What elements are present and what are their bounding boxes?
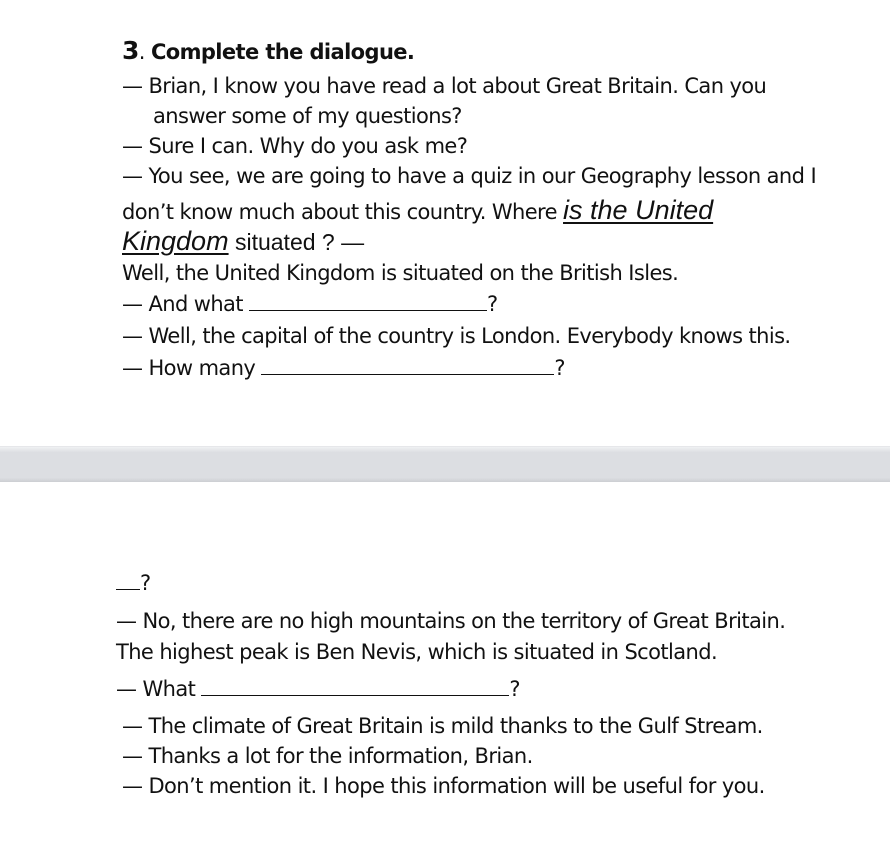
exercise-heading [122,38,414,65]
dialogue-line: — Well, the capital of the country is London. Everybody knows this. [122,324,791,348]
dialogue-line: — No, there are no high mountains on the territory of Great Britain. [116,609,786,633]
dialogue-text: — And what [122,292,243,316]
dialogue-line: — Brian, I know you have read a lot about Great Britain. Can you [122,74,767,98]
dialogue-line [116,676,520,702]
dialogue-text: — How many [122,356,256,380]
dialogue-line [122,228,364,256]
handwritten-answer: Kingdom [122,226,229,256]
dialogue-line: — The climate of Great Britain is mild thanks to the Gulf Stream. [122,714,763,738]
dialogue-line: Well, the United Kingdom is situated on the British Isles. [122,261,679,285]
answer-text: situated ? — [228,229,365,255]
dialogue-line [116,570,151,596]
answer-blank[interactable] [116,571,140,590]
exercise-number-dot: . [138,40,145,64]
dialogue-line: — Thanks a lot for the information, Brian. [122,744,533,768]
dialogue-line: — You see, we are going to have a quiz in our Geography lesson and I [122,164,817,188]
dialogue-text: don’t know much about this country. Where [122,200,557,224]
dialogue-text: — What [116,677,196,701]
dialogue-line: answer some of my questions? [153,104,462,128]
handwritten-answer: is the United [563,195,714,225]
exercise-number: 3 [122,36,139,65]
question-mark: ? [509,677,520,701]
dialogue-line: — Don’t mention it. I hope this information will be useful for you. [122,774,765,798]
question-mark: ? [487,292,498,316]
document-page-2 [0,482,890,853]
dialogue-line [122,355,565,381]
page-separator [0,446,890,483]
exercise-title: Complete the dialogue. [150,40,415,64]
question-mark: ? [140,571,151,595]
question-mark: ? [554,356,565,380]
dialogue-line: — Sure I can. Why do you ask me? [122,134,468,158]
answer-blank[interactable] [249,292,487,311]
dialogue-line [122,197,713,225]
dialogue-line: The highest peak is Ben Nevis, which is situated in Scotland. [116,640,718,664]
answer-blank[interactable] [201,677,509,696]
dialogue-line [122,291,498,317]
answer-blank[interactable] [261,356,554,375]
